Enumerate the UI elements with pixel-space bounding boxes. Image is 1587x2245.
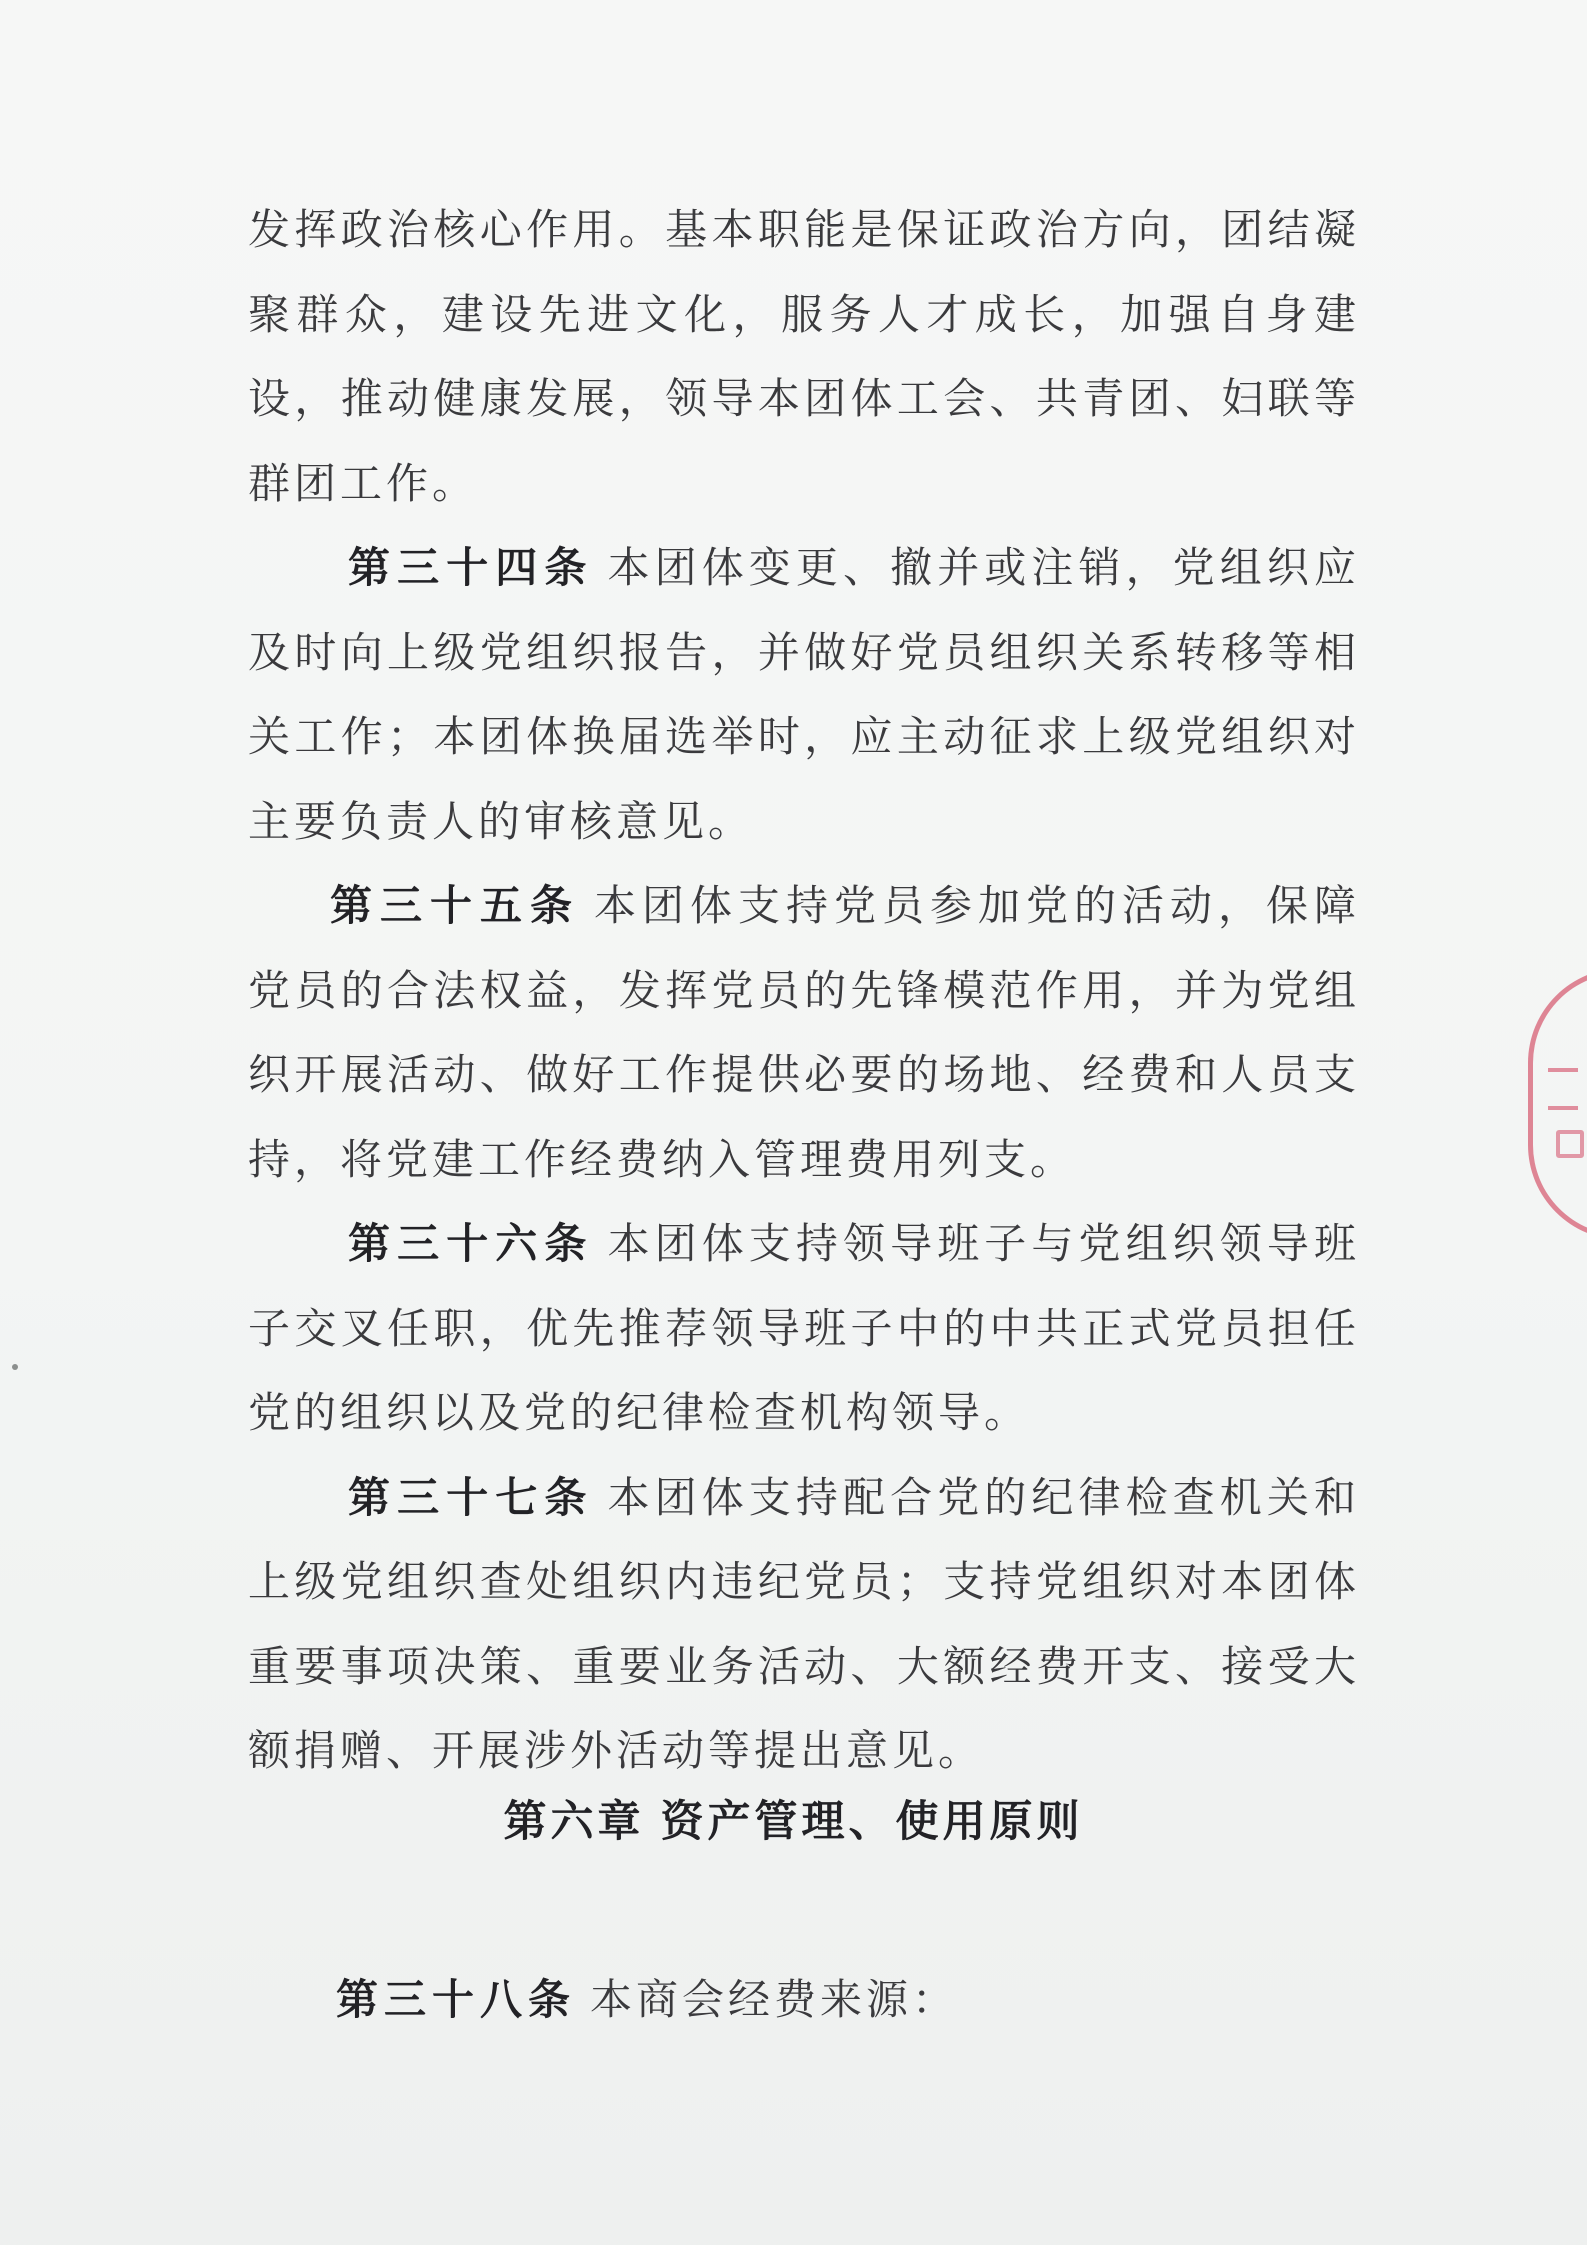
chapter-number: 第六章 <box>503 1797 645 1847</box>
document-body <box>248 188 1360 1794</box>
article-37-text: 本团体支持配合党的纪律检查机关和上级党组织查处组织内违纪党员；支持党组织对本团体重要事项决策、重要业务活动、大额经费开支、接受大额捐赠、开展涉外活动等提出意见。 <box>248 1472 1360 1775</box>
article-34-text: 本团体变更、撤并或注销，党组织应及时向上级党组织报告，并做好党员组织关系转移等相关工作；本团体换届选举时，应主动征求上级党组织对主要负责人的审核意见。 <box>248 543 1360 846</box>
article-38 <box>248 1958 1360 2043</box>
article-35-text: 本团体支持党员参加党的活动，保障党员的合法权益，发挥党员的先锋模范作用，并为党组织开展活动、做好工作提供必要的场地、经费和人员支持，将党建工作经费纳入管理费用列支。 <box>248 881 1360 1184</box>
paragraph-text: 发挥政治核心作用。基本职能是保证政治方向，团结凝聚群众，建设先进文化，服务人才成长，加强自身建设，推动健康发展，领导本团体工会、共青团、妇联等群团工作。 <box>248 205 1360 508</box>
article-38-text: 本商会经费来源： <box>590 1975 959 2024</box>
paragraph-continuation <box>248 188 1360 526</box>
article-37 <box>248 1456 1360 1794</box>
seal-glyph-fragment <box>1548 1068 1578 1110</box>
article-37-title: 第三十七条 <box>348 1472 594 1522</box>
article-35 <box>248 864 1360 1202</box>
article-35-title: 第三十五条 <box>330 881 580 930</box>
article-36-text: 本团体支持领导班子与党组织领导班子交叉任职，优先推荐领导班子中的中共正式党员担任党的组织以及党的纪律检查机构领导。 <box>248 1219 1360 1437</box>
chapter-heading <box>0 1788 1587 1849</box>
seal-glyph-fragment <box>1556 1130 1584 1158</box>
article-34-title: 第三十四条 <box>348 543 594 592</box>
chapter-title: 资产管理、使用原则 <box>660 1797 1084 1847</box>
article-36-title: 第三十六条 <box>348 1219 594 1268</box>
article-34 <box>248 526 1360 864</box>
paper-speck <box>12 1364 18 1370</box>
article-36 <box>248 1202 1360 1456</box>
article-38-title: 第三十八条 <box>336 1975 577 2024</box>
